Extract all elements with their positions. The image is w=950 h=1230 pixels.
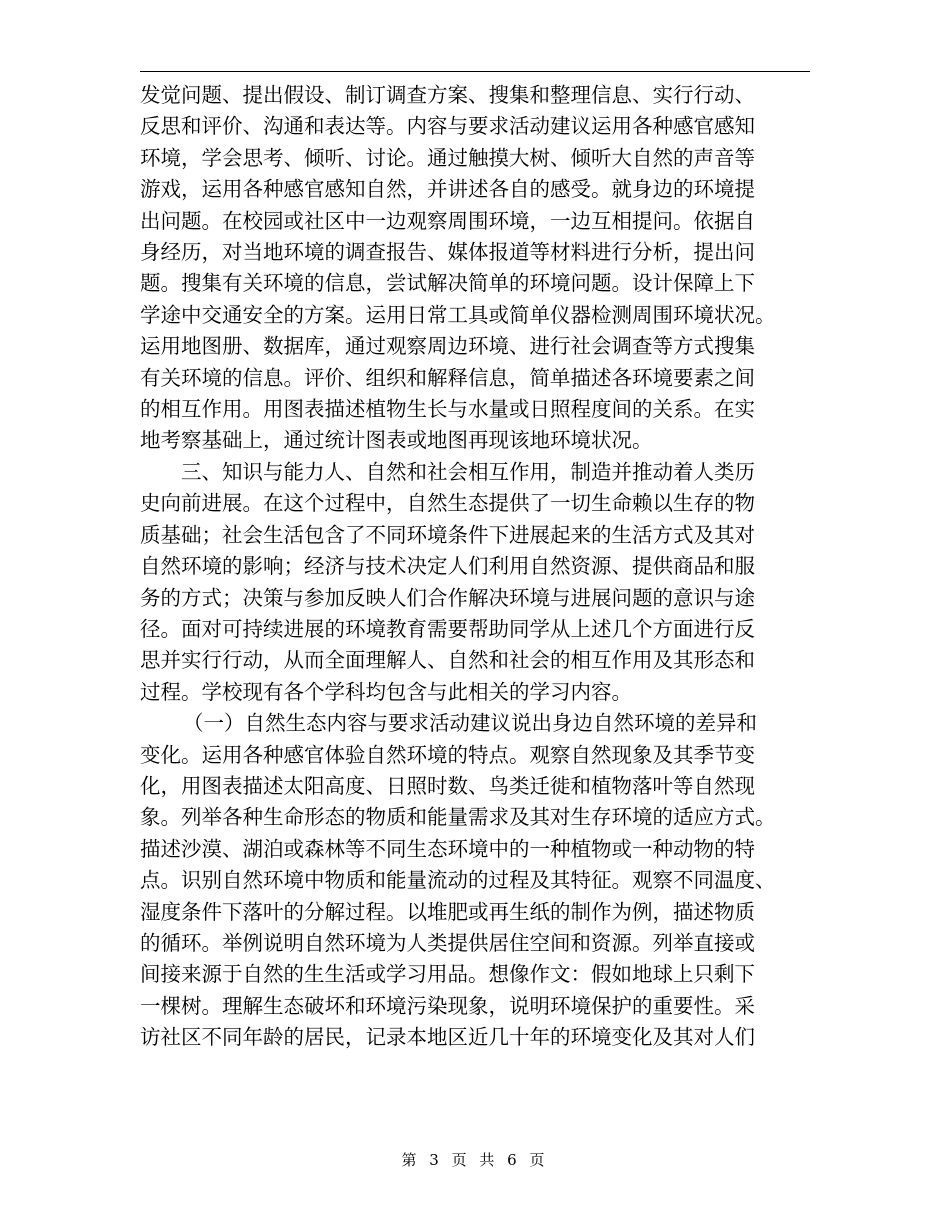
text-line: 学途中交通安全的方案。运用日常工具或简单仪器检测周围环境状况。 [140,302,776,327]
text-line: 点。识别自然环境中物质和能量流动的过程及其特征。观察不同温度、 [140,868,776,893]
text-line: 象。列举各种生命形态的物质和能量需求及其对生存环境的适应方式。 [140,805,776,830]
text-line: 身经历，对当地环境的调查报告、媒体报道等材料进行分析，提出问 [140,240,755,265]
text-line: 题。搜集有关环境的信息，尝试解决简单的环境问题。设计保障上下 [140,271,755,296]
text-line: 间接来源于自然的生生活或学习用品。想像作文：假如地球上只剩下 [140,962,755,987]
text-line: 一棵树。理解生态破坏和环境污染现象，说明环境保护的重要性。采 [140,993,755,1018]
text-line: 化，用图表描述太阳高度、日照时数、鸟类迁徙和植物落叶等自然现 [140,773,755,798]
text-line: 湿度条件下落叶的分解过程。以堆肥或再生纸的制作为例，描述物质 [140,899,755,924]
text-line: 务的方式；决策与参加反映人们合作解决环境与进展问题的意识与途 [140,585,755,610]
paragraph-3 [140,708,812,1053]
text-line: 过程。学校现有各个学科均包含与此相关的学习内容。 [140,679,632,704]
text-line: 环境，学会思考、倾听、讨论。通过触摸大树、倾听大自然的声音等 [140,145,755,170]
text-line: 思并实行行动，从而全面理解人、自然和社会的相互作用及其形态和 [140,648,755,673]
text-line: 的相互作用。用图表描述植物生长与水量或日照程度间的关系。在实 [140,397,755,422]
text-line: 质基础；社会生活包含了不同环境条件下进展起来的生活方式及其对 [140,522,755,547]
text-line: 游戏，运用各种感官感知自然，并讲述各自的感受。就身边的环境提 [140,177,755,202]
text-line: 三、知识与能力人、自然和社会相互作用，制造并推动着人类历 [181,459,755,484]
text-line: 史向前进展。在这个过程中，自然生态提供了一切生命赖以生存的物 [140,491,755,516]
text-line: 的循环。举例说明自然环境为人类提供居住空间和资源。列举直接或 [140,930,755,955]
text-line: 反思和评价、沟通和表达等。内容与要求活动建议运用各种感官感知 [140,114,755,139]
text-line: 访社区不同年龄的居民，记录本地区近几十年的环境变化及其对人们 [140,1025,755,1050]
page-number: 第 3 页 共 6 页 [401,1151,549,1169]
text-line: 发觉问题、提出假设、制订调查方案、搜集和整理信息、实行行动、 [140,83,755,107]
text-line: （一）自然生态内容与要求活动建议说出身边自然环境的差异和 [183,711,757,736]
text-line: 有关环境的信息。评价、组织和解释信息，简单描述各环境要素之间 [140,365,755,390]
text-line: 运用地图册、数据库，通过观察周边环境、进行社会调查等方式搜集 [140,334,755,359]
text-line: 描述沙漠、湖泊或森林等不同生态环境中的一种植物或一种动物的特 [140,836,755,861]
header-rule [140,71,810,72]
text-line: 出问题。在校园或社区中一边观察周围环境，一边互相提问。依据自 [140,208,755,233]
text-line: 变化。运用各种感官体验自然环境的特点。观察自然现象及其季节变 [140,742,755,767]
text-line: 径。面对可持续进展的环境教育需要帮助同学从上述几个方面进行反 [140,616,755,641]
text-line: 地考察基础上，通过统计图表或地图再现该地环境状况。 [140,428,653,453]
paragraph-1 [140,80,812,457]
paragraph-2 [140,457,812,708]
body-text [140,80,812,1054]
page-footer [0,1150,950,1170]
text-line: 自然环境的影响；经济与技术决定人们利用自然资源、提供商品和服 [140,554,755,579]
